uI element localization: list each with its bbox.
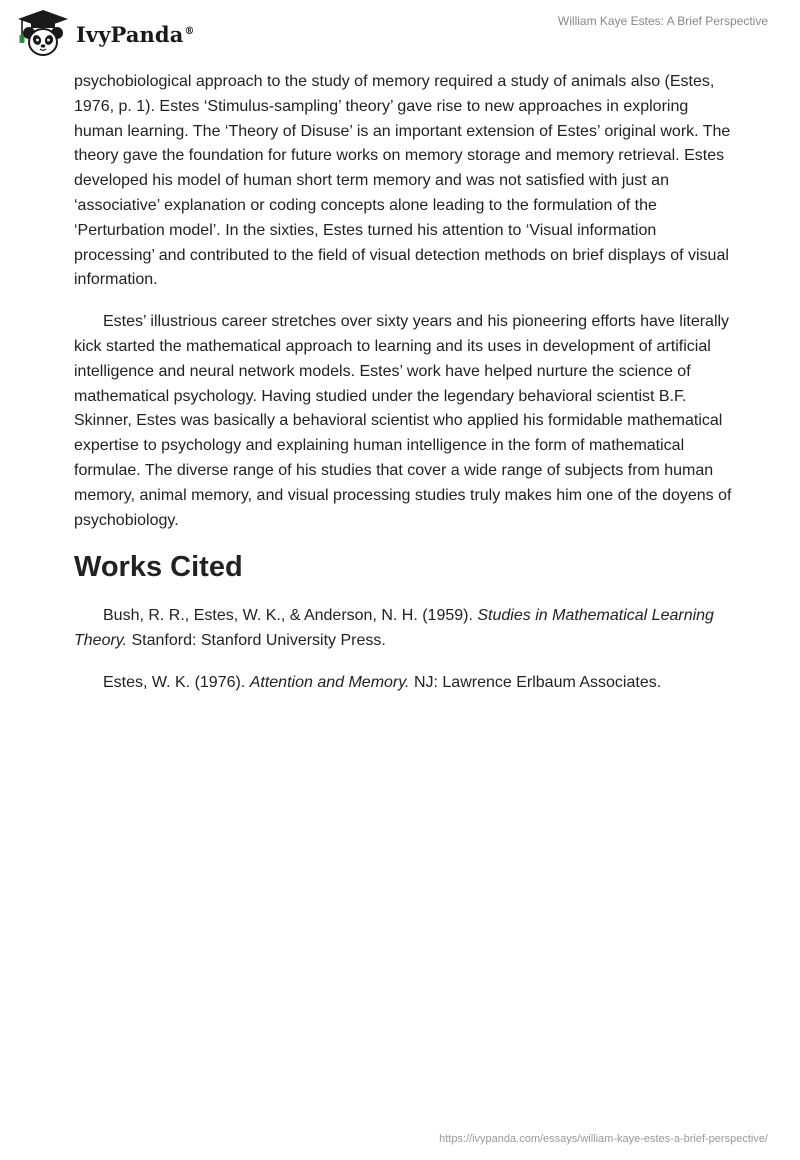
ivypanda-logo[interactable]: [14, 8, 195, 58]
body-paragraph: psychobiological approach to the study of memory required a study of animals also (Estes, 1976, p. 1). Estes ‘Stimulus-sampling’ theory’ gave rise to new approaches in exploring human learning. The ‘Theory of Disuse’ is an important extension of Estes’ original work. The theory gave the foundation for future works on memory storage and memory retrieval. Estes developed his model of human short term memory and was not satisfied with just an ‘associative’ explanation or coding concepts alone leading to the formulation of the ‘Perturbation model’. In the sixties, Estes turned his attention to ‘Visual information processing’ and contributed to the field of visual detection methods on brief displays of visual information.: [74, 73, 731, 289]
reference-publisher: NJ: Lawrence Erlbaum Associates.: [409, 673, 662, 691]
works-cited-heading: Works Cited: [74, 551, 243, 584]
reference-authors: Estes, W. K. (1976).: [103, 673, 250, 691]
logo-wordmark: IvyPanda®: [76, 21, 195, 47]
reference-item: [74, 604, 734, 654]
reference-publisher: Stanford: Stanford University Press.: [127, 632, 386, 650]
panda-graduate-icon: [14, 8, 72, 58]
running-title: William Kaye Estes: A Brief Perspective: [557, 14, 768, 28]
body-paragraph: Estes’ illustrious career stretches over sixty years and his pioneering efforts have literally kick started the mathematical approach to learning and its uses in development of artificial intelligence and neural network models. Estes’ work have helped nurture the science of mathematical psychology. Having studied under the legendary behavioral scientist B.F. Skinner, Estes was basically a behavioral scientist who applied his formidable mathematical expertise to psychology and explaining human intelligence in the form of mathematical formulae. The diverse range of his studies that cover a wide range of subjects from human memory, animal memory, and visual processing studies truly makes him one of the doyens of psychobiology.: [74, 313, 732, 529]
reference-authors: Bush, R. R., Estes, W. K., & Anderson, N. H. (1959).: [103, 607, 478, 625]
reference-item: [74, 671, 734, 696]
page-header: [0, 0, 800, 66]
reference-title: Attention and Memory.: [249, 673, 410, 691]
essay-content: [74, 70, 734, 713]
reference-title: Studies in Mathematical Learning Theory.: [74, 607, 714, 650]
footer-url[interactable]: https://ivypanda.com/essays/william-kaye-estes-a-brief-perspective/: [439, 1133, 768, 1145]
